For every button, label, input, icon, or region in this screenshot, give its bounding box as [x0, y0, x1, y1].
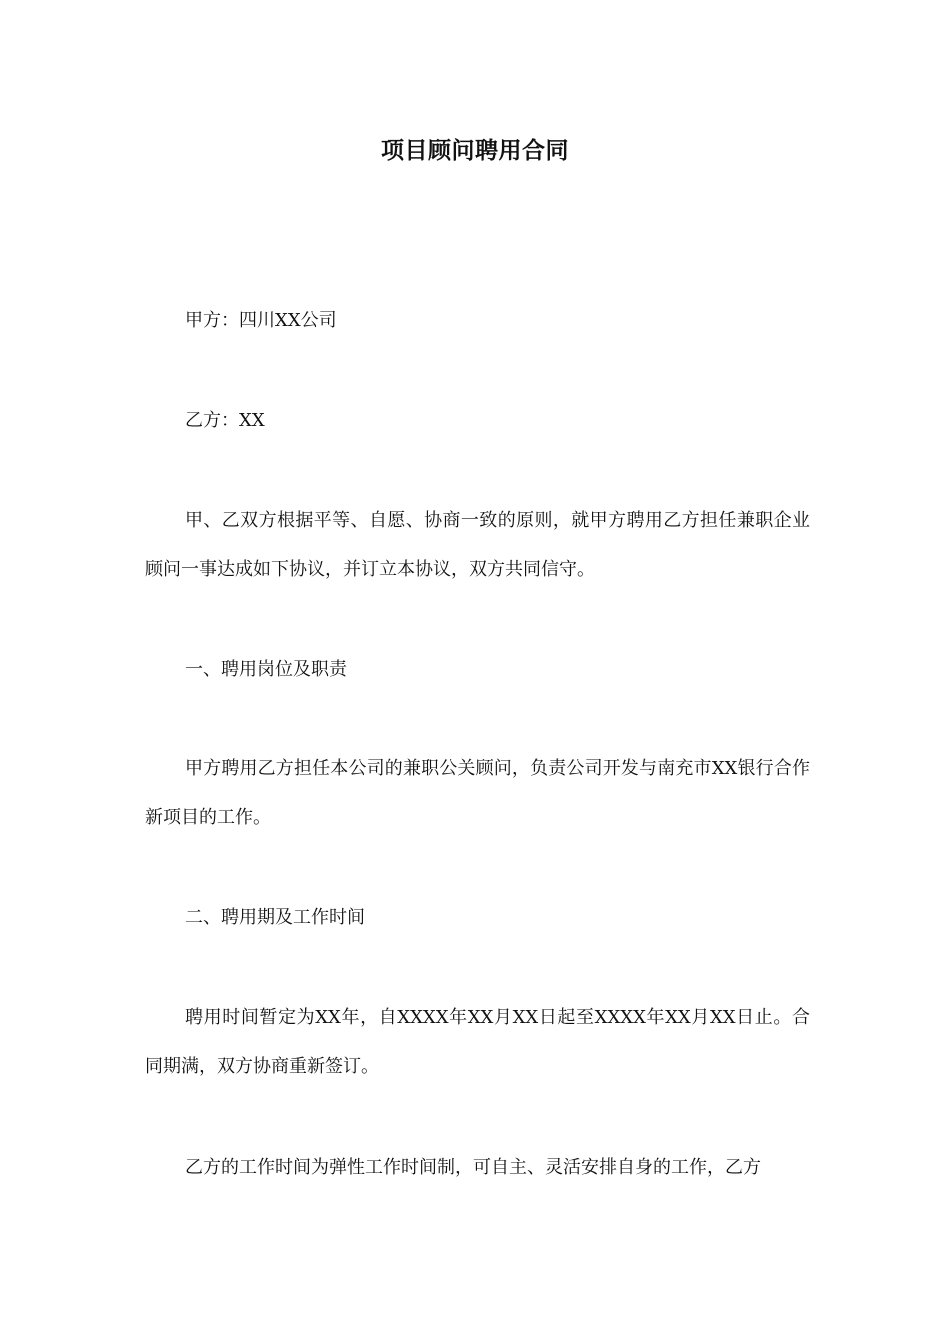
term-paragraph: 聘用时间暂定为XX年，自XXXX年XX月XX日起至XXXX年XX月XX日止。合同期满，双方协商重新签订。: [145, 1007, 810, 1077]
document-title: 项目顾问聘用合同: [381, 138, 569, 164]
preamble-paragraph: 甲、乙双方根据平等、自愿、协商一致的原则，就甲方聘用乙方担任兼职企业顾问一事达成如下协议，并订立本协议，双方共同信守。: [145, 510, 810, 580]
section-heading-position: 一、聘用岗位及职责: [185, 659, 347, 680]
section-heading-term: 二、聘用期及工作时间: [185, 907, 365, 928]
position-duties-paragraph: 甲方聘用乙方担任本公司的兼职公关顾问，负责公司开发与南充市XX银行合作新项目的工作。: [145, 758, 810, 828]
working-hours-paragraph: 乙方的工作时间为弹性工作时间制，可自主、灵活安排自身的工作，乙方: [185, 1157, 761, 1178]
party-b-line: 乙方：XX: [185, 410, 265, 431]
party-a-line: 甲方：四川XX公司: [185, 310, 337, 331]
